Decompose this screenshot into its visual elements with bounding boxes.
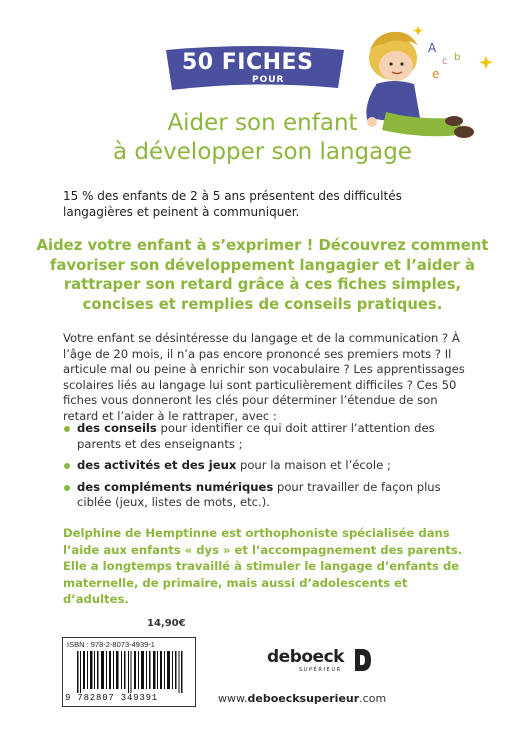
price: 14,90€	[147, 618, 186, 629]
pitch-text: Aidez votre enfant à s’exprimer ! Découvrez comment favoriser son développement langagier et l’aider à rattraper son retard grâce à ces fiches simples, concises et remplies de conseils pratiques.	[36, 237, 489, 313]
website-suffix: .com	[359, 692, 387, 705]
body-paragraph: Votre enfant se désintéresse du langage et de la communication ? À l’âge de 20 mois, il n’a pas encore prononcé ses premiers mots ? Il articule mal ou peine à enrichir son vocabulaire ? Les apprentissages scolaires liés au langage lui sont particulièrement difficiles ? Ces 50 fiches vous donneront les clés pour déterminer l’étendue de son retard et l’aider à le rattraper, avec :	[63, 331, 465, 423]
website-prefix: www.	[218, 692, 248, 705]
banner-pour: POUR	[252, 75, 285, 85]
body-text	[63, 331, 468, 425]
publisher-sub: SUPÉRIEUR	[299, 667, 342, 673]
publisher-d-icon	[355, 649, 371, 671]
bullet-item	[63, 480, 473, 511]
publisher-name: deboeck	[267, 647, 344, 667]
intro-text: 15 % des enfants de 2 à 5 ans présentent des difficultés langagières et peinent à communiquer.	[63, 189, 402, 219]
barcode-icon	[77, 651, 183, 693]
bullet-dot-icon	[64, 426, 70, 432]
banner-title: 50 FICHES	[182, 50, 314, 75]
bullet-dot-icon	[64, 463, 70, 469]
bullet-dot-icon	[64, 485, 70, 491]
bullet-item	[63, 458, 473, 474]
title-line-2: à développer son langage	[113, 139, 412, 165]
bullet-rest: pour identifier ce qui doit attirer l’attention des parents et des enseignants ;	[77, 421, 435, 451]
bullet-list	[63, 421, 473, 517]
series-banner	[160, 44, 350, 96]
author-bio: Delphine de Hemptinne est orthophoniste spécialisée dans l’aide aux enfants « dys » et l’accompagnement des parents. Elle a longtemps travaillé à stimuler le langage d’enfants de maternelle, de primaire, mais aussi d’adolescents et d’adultes.	[63, 526, 463, 606]
barcode-number: 9 782807 349391	[65, 693, 159, 703]
letter-a: A	[428, 41, 437, 55]
bullet-bold: des activités et des jeux	[77, 458, 237, 473]
bullet-bold: des conseils	[77, 421, 157, 435]
isbn-barcode-box	[62, 637, 196, 707]
bullet-item	[63, 421, 473, 452]
bullet-rest: pour travailler de façon plus ciblée (jeux, listes de mots, etc.).	[77, 479, 441, 510]
letter-e: e	[432, 67, 440, 81]
isbn-text: ISBN : 978-2-8073-4939-1	[67, 640, 155, 649]
bullet-rest: pour la maison et l’école ;	[236, 458, 391, 473]
letter-b: b	[454, 52, 461, 63]
website-brand: deboecksuperieur	[247, 692, 360, 705]
website-url[interactable]	[218, 692, 386, 705]
publisher-logo	[267, 647, 377, 677]
title-line-1: Aider son enfant	[167, 110, 358, 136]
letter-c: c	[442, 56, 448, 67]
bullet-bold: des compléments numériques	[77, 479, 274, 494]
